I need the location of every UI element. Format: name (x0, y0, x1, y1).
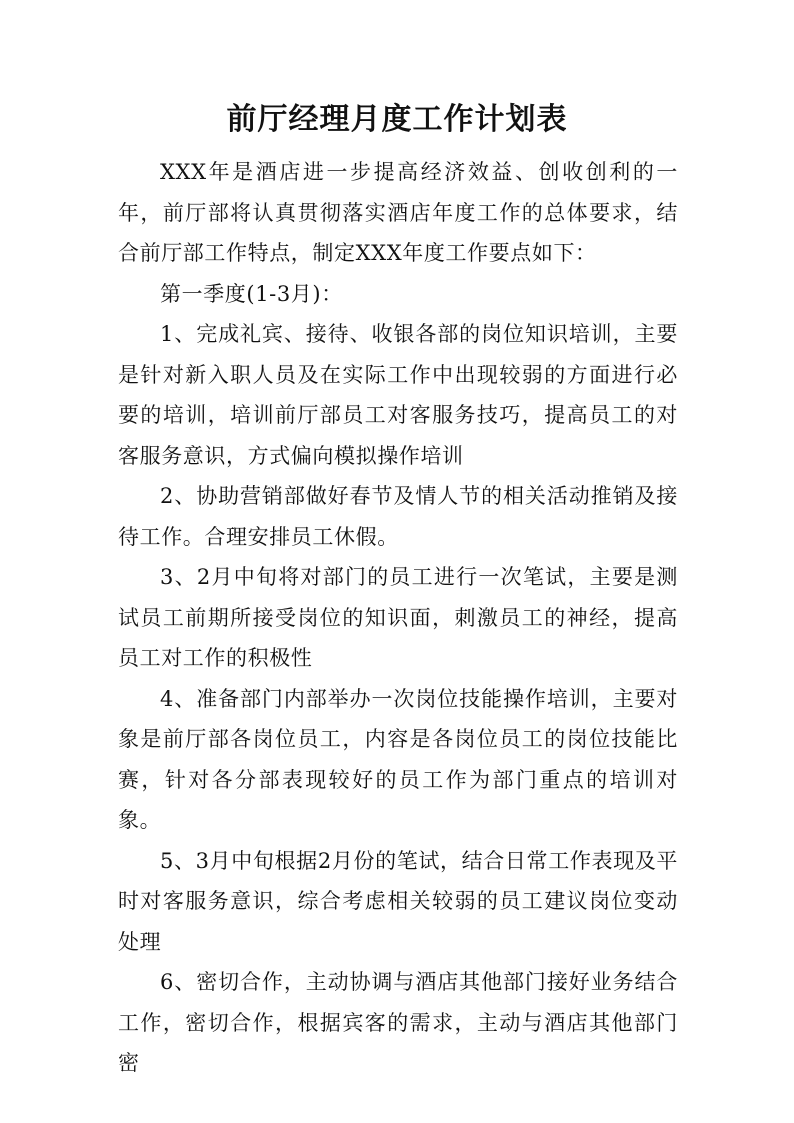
paragraph-item-5: 5、3月中旬根据2月份的笔试，结合日常工作表现及平时对客服务意识，综合考虑相关较弱的员工建议岗位变动处理 (118, 848, 678, 954)
paragraph-item-6: 6、密切合作，主动协调与酒店其他部门接好业务结合工作，密切合作，根据宾客的需求，主动与酒店其他部门密 (118, 970, 678, 1075)
paragraph-item-1: 1、完成礼宾、接待、收银各部的岗位知识培训，主要是针对新入职人员及在实际工作中出现较弱的方面进行必要的培训，培训前厅部员工对客服务技巧，提高员工的对客服务意识，方式偏向模拟操作培训 (118, 322, 678, 468)
paragraph-item-4: 4、准备部门内部举办一次岗位技能操作培训，主要对象是前厅部各岗位员工，内容是各岗位员工的岗位技能比赛，针对各分部表现较好的员工作为部门重点的培训对象。 (118, 686, 678, 832)
document-title: 前厅经理月度工作计划表 (226, 102, 568, 137)
paragraph-intro: XXX年是酒店进一步提高经济效益、创收创利的一年，前厅部将认真贯彻落实酒店年度工作的总体要求，结合前厅部工作特点，制定XXX年度工作要点如下： (118, 160, 678, 265)
paragraph-item-3: 3、2月中旬将对部门的员工进行一次笔试，主要是测试员工前期所接受岗位的知识面，刺激员工的神经，提高员工对工作的积极性 (118, 565, 678, 670)
paragraph-item-2: 2、协助营销部做好春节及情人节的相关活动推销及接待工作。合理安排员工休假。 (118, 484, 678, 549)
document-body (118, 152, 678, 1084)
paragraph-quarter-heading: 第一季度(1-3月)： (160, 281, 343, 306)
